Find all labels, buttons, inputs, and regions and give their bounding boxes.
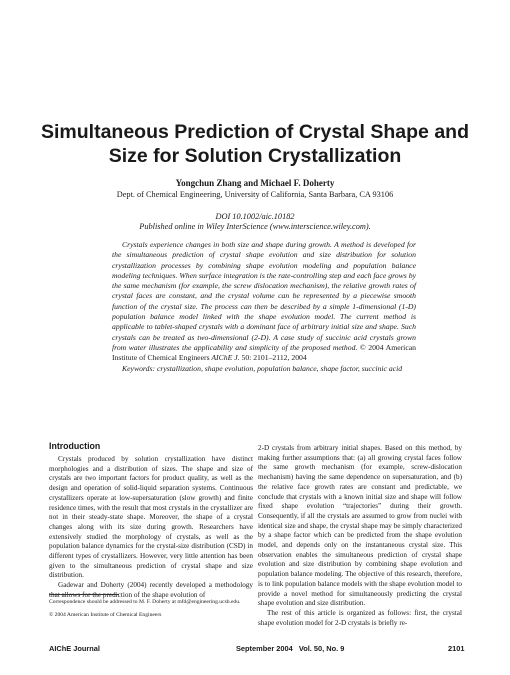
journal-ref-italic: AIChE J.	[211, 353, 240, 363]
left-column	[49, 441, 253, 601]
affiliation: Dept. of Chemical Engineering, University of California, Santa Barbara, CA 93106	[116, 190, 394, 199]
doi: DOI 10.1002/aic.10182	[215, 212, 295, 221]
title-line-1: Simultaneous Prediction of Crystal Shape and	[40, 121, 469, 143]
authors: Yongchun Zhang and Michael F. Doherty	[175, 178, 335, 188]
paragraph: Crystals produced by solution crystallization have distinct morphologies and a distribution of sizes. The shape and size of crystals are two important factors for product quality, as well as the design and operation of solid-liquid separation systems. Continuous crystallizers operate at low-supersaturation (slow growth) and finite residence times, with the result that most crystals in the crystallizer are not in their steady-state shape. Moreover, the shape of a crystal changes along with its size during growth. Researchers have extensively studied the morphology of crystals, as well as the population balance dynamics for the crystal-size distribution (CSD) in different types of crystallizers. However, very little attention has been given to the simultaneous prediction of crystal shape and size distribution.	[49, 455, 253, 580]
publication-info: Published online in Wiley InterScience (www.interscience.wiley.com).	[139, 222, 371, 231]
footer-issue: September 2004 Vol. 50, No. 9	[236, 644, 345, 653]
title-line-2: Size for Solution Crystallization	[108, 145, 402, 167]
abstract-body: Crystals experience changes in both size and shape during growth. A method is developed for the simultaneous prediction of crystal shape evolution and size distribution for solution crystallization processes by combining shape evolution modeling and population balance modeling techniques. When surface integration is the rate-controlling step and each face grows by the same mechanism (for example, the screw dislocation mechanism), the relative growth rates of crystal faces are constant, and the crystal volume can be represented by a piecewise smooth function of the crystal size. The process can then be described by a simple 1-dimensional (1-D) population balance model linked with the shape evolution model. The current method is applicable to tablet-shaped crystals with a dominant face of arbitrary initial size and shape. Such crystals can be treated as two-dimensional (2-D). A case study of succinic acid crystals grown from water illustrates the applicability and simplicity of the proposed method.	[112, 240, 416, 352]
paragraph: 2-D crystals from arbitrary initial shapes. Based on this method, by making further assumptions that: (a) all growing crystal faces follow the same growth mechanism (for example, screw-dislocation mechanism) having the same dependence on supersaturation, and (b) the relative face growth rates are constant and predictable, we conclude that crystals with a known initial size and shape will follow fixed shape evolution “trajectories” during their growth. Consequently, if all the crystals are assumed to grow from nuclei with identical size and shape, the crystal shape may be simply characterized by a shape factor which can be predicted from the shape evolution model, and depends only on the instantaneous crystal size. This observation enables the simultaneous prediction of crystal shape evolution and size distribution by combining shape evolution and population balance modeling. The objective of this research, therefore, is to link population balance models with the shape evolution model to provide a novel method for simultaneously predicting the crystal shape evolution and size distribution.	[258, 444, 462, 608]
journal-ref: 50: 2101–2112, 2004	[241, 353, 307, 363]
correspondence-footnote: Correspondence should be addressed to M. F. Doherty at mfd@engineering.ucsb.edu.	[49, 599, 241, 605]
keywords-label: Keywords:	[122, 363, 156, 373]
abstract	[112, 240, 416, 374]
page-number: 2101	[448, 644, 465, 653]
paragraph: The rest of this article is organized as follows: first, the crystal shape evolution model for 2-D crystals is briefly re-	[258, 608, 462, 627]
keywords	[112, 364, 416, 374]
abstract-copyright: © 2004 American Institute of Chemical Engineers	[112, 342, 416, 363]
footer-journal: AIChE Journal	[49, 644, 100, 653]
paragraph: Gadewar and Doherty (2004) recently developed a methodology that allows for the prediction of the shape evolution of	[49, 581, 253, 599]
section-heading-introduction: Introduction	[49, 441, 101, 451]
abstract-text	[112, 240, 416, 364]
paper-title	[40, 120, 470, 168]
footnote-rule	[49, 594, 119, 595]
copyright-footnote: © 2004 American Institute of Chemical Engineers	[49, 612, 162, 618]
right-column	[258, 444, 462, 628]
keywords-list: crystallization, shape evolution, population balance, shape factor, succinic acid	[156, 363, 403, 373]
